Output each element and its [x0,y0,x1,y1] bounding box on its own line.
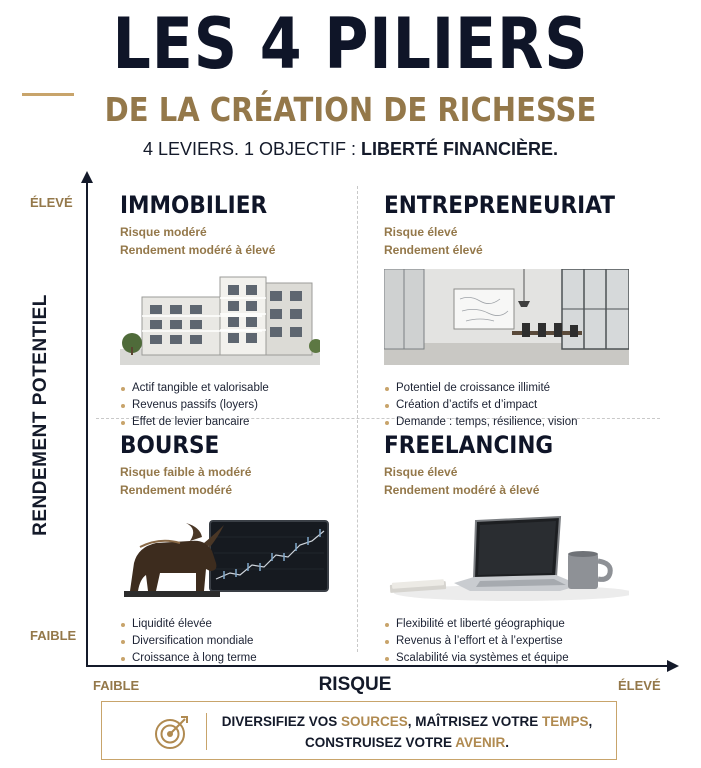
quadrant-return: Rendement modéré à élevé [384,483,540,497]
tagline [0,137,701,161]
list-item: Scalabilité via systèmes et équipe [384,650,634,667]
list-item: Flexibilité et liberté géographique [384,616,634,633]
quadrant-title: IMMOBILIER [120,191,268,219]
quadrant-risk: Risque élevé [384,465,458,479]
page-subtitle: DE LA CRÉATION DE RICHESSE [104,90,597,129]
list-item: Revenus passifs (loyers) [120,397,345,414]
quadrant-bullets [120,380,345,431]
x-axis-arrow [667,660,679,672]
quadrant-entrepreneuriat [384,190,634,431]
quadrant-immobilier [120,190,345,431]
quadrant-risk: Risque élevé [384,225,458,239]
quadrant-bullets [120,616,345,667]
y-axis-low-label: FAIBLE [30,628,77,643]
list-item: Revenus à l’effort et à l’expertise [384,633,634,650]
motto-text-part: CONSTRUISEZ VOTRE [304,735,456,750]
list-item: Actif tangible et valorisable [120,380,345,397]
tagline-prefix: 4 LEVIERS. 1 OBJECTIF : [142,139,362,159]
motto-text-part: DIVERSIFIEZ VOS [221,714,341,729]
quadrant-title: FREELANCING [384,431,554,459]
y-axis-arrow [81,171,93,183]
laptop-and-mug-icon [384,507,629,603]
quadrant-divider-vertical [357,186,358,652]
list-item: Création d’actifs et d’impact [384,397,634,414]
list-item: Demande : temps, résilience, vision [384,414,634,431]
quadrant-risk: Risque faible à modéré [120,465,252,479]
quadrant-return: Rendement modéré à élevé [120,243,276,257]
quadrant-title: BOURSE [120,431,220,459]
office-meeting-room-icon [384,269,629,365]
motto-text [206,711,608,753]
list-item: Effet de levier bancaire [120,414,345,431]
list-item: Potentiel de croissance illimité [384,380,634,397]
x-axis-low-label: FAIBLE [93,678,140,693]
quadrant-risk: Risque modéré [120,225,207,239]
y-axis-line [86,182,88,667]
quadrant-freelancing [384,430,634,667]
quadrant-bourse [120,430,345,667]
motto-accent-sources: SOURCES [340,714,408,729]
motto-text-part: , [588,714,593,729]
bull-and-stock-chart-icon [120,507,335,603]
quadrant-return: Rendement élevé [384,243,483,257]
motto-text-part: , MAÎTRISEZ VOTRE [407,714,543,729]
motto-banner [101,701,617,760]
target-arrow-icon [154,714,190,750]
apartment-building-icon [120,269,320,365]
quadrant-bullets [384,616,634,667]
x-axis-label: RISQUE [318,674,392,695]
x-axis-high-label: ÉLEVÉ [618,678,661,693]
list-item: Liquidité élevée [120,616,345,633]
motto-line-1 [206,711,608,732]
quadrant-title: ENTREPRENEURIAT [384,191,615,219]
list-item: Diversification mondiale [120,633,345,650]
quadrant-bullets [384,380,634,431]
motto-accent-temps: TEMPS [542,714,589,729]
y-axis-label: RENDEMENT POTENTIEL [30,294,51,536]
motto-line-2 [206,732,608,753]
quadrant-return: Rendement modéré [120,483,233,497]
motto-text-part: . [505,735,510,750]
tagline-bold: LIBERTÉ FINANCIÈRE. [361,139,559,159]
list-item: Croissance à long terme [120,650,345,667]
page-title: LES 4 PILIERS [112,3,589,85]
motto-accent-avenir: AVENIR [455,735,506,750]
y-axis-high-label: ÉLEVÉ [30,195,73,210]
